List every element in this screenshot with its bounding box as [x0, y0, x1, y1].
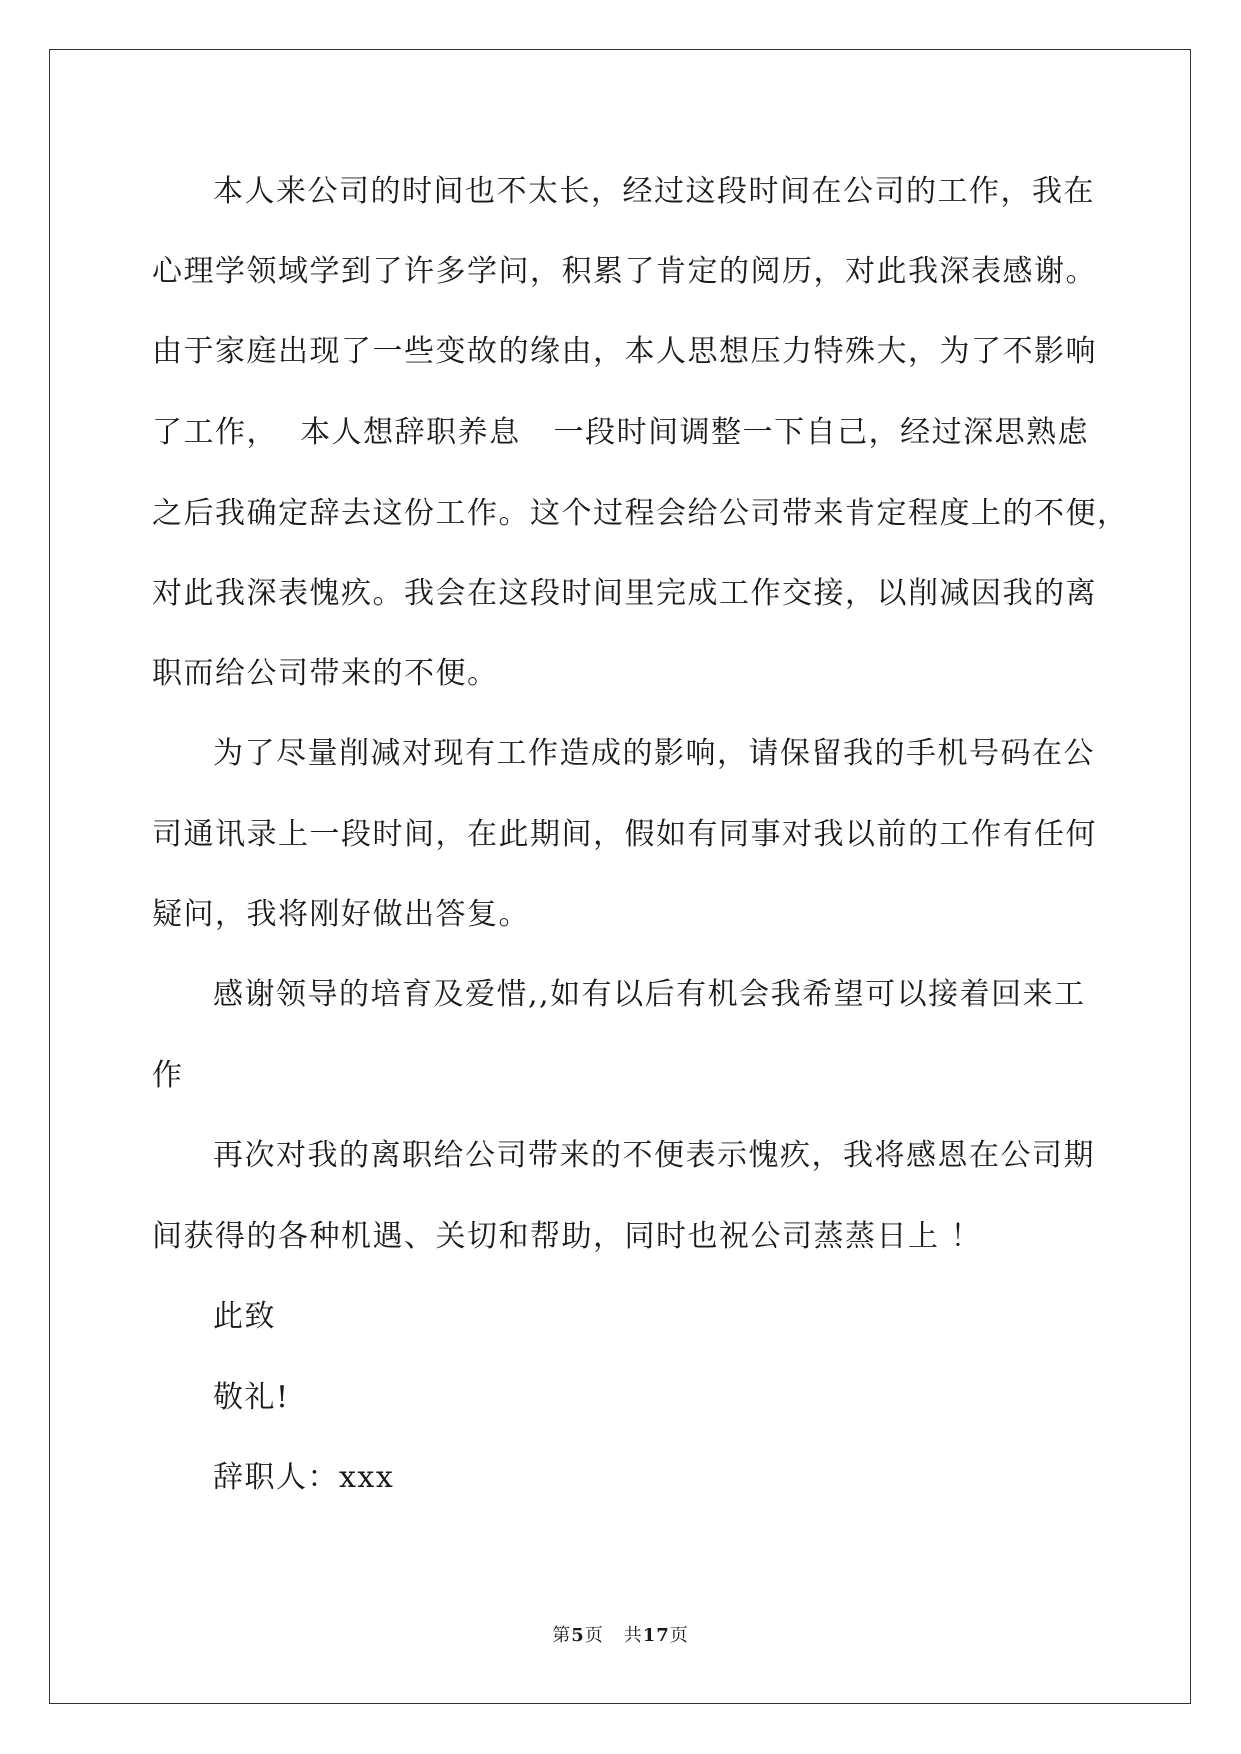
page-suffix: 页	[584, 1625, 604, 1646]
total-pages: 17	[642, 1625, 670, 1646]
paragraph-line: 感谢领导的培育及爱惜,,如有以后有机会我希望可以接着回来工	[213, 977, 1086, 1012]
paragraph-line: 为了尽量削减对现有工作造成的影响，请保留我的手机号码在公	[213, 736, 1095, 771]
paragraph-line: 疑问，我将刚好做出答复。	[152, 897, 530, 932]
salutation-line: 敬礼!	[213, 1380, 290, 1415]
paragraph-line: 对此我深表愧疚。我会在这段时间里完成工作交接，以削减因我的离	[152, 576, 1097, 611]
page-footer	[0, 1624, 1241, 1648]
signature-line: 辞职人：xxx	[213, 1460, 395, 1495]
page-prefix: 第	[552, 1625, 572, 1646]
closing-line: 此致	[213, 1299, 276, 1334]
page-number: 5	[571, 1625, 585, 1646]
paragraph-line: 作	[152, 1058, 184, 1093]
paragraph-line: 心理学领域学到了许多学问，积累了肯定的阅历，对此我深表感谢。	[152, 254, 1097, 289]
paragraph-line: 再次对我的离职给公司带来的不便表示愧疚，我将感恩在公司期	[213, 1138, 1095, 1173]
page-border	[49, 49, 1191, 1704]
paragraph-line: 本人来公司的时间也不太长，经过这段时间在公司的工作，我在	[213, 174, 1095, 209]
paragraph-line: 职而给公司带来的不便。	[152, 656, 499, 691]
paragraph-line: 司通讯录上一段时间，在此期间，假如有同事对我以前的工作有任何	[152, 817, 1097, 852]
paragraph-line: 了工作， 本人想辞职养息 一段时间调整一下自己，经过深思熟虑	[152, 415, 1090, 450]
total-prefix: 共	[623, 1625, 643, 1646]
paragraph-line: 之后我确定辞去这份工作。这个过程会给公司带来肯定程度上的不便，	[152, 496, 1129, 531]
paragraph-line: 间获得的各种机遇、关切和帮助，同时也祝公司蒸蒸日上 ！	[152, 1219, 983, 1254]
paragraph-line: 由于家庭出现了一些变故的缘由，本人思想压力特殊大，为了不影响	[152, 334, 1097, 369]
total-suffix: 页	[669, 1625, 689, 1646]
